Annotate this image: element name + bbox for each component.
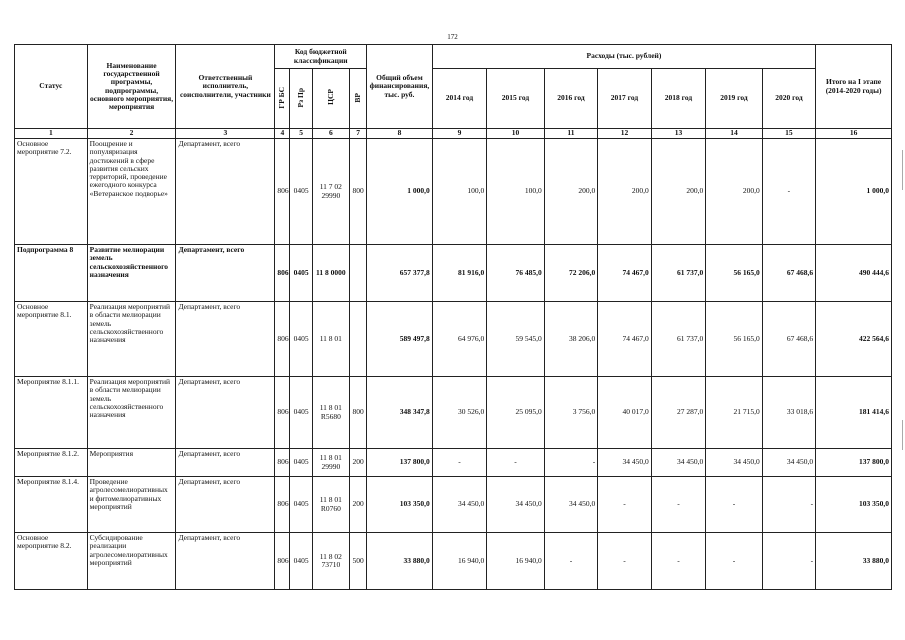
column-number: 5: [290, 129, 312, 139]
row-year-value: 200,0: [544, 139, 597, 245]
column-number: 2: [87, 129, 176, 139]
budget-table: [14, 44, 892, 590]
row-year-value: 34 450,0: [706, 449, 763, 477]
row-status: Основное мероприятие 8.2.: [15, 533, 88, 590]
header-year: 2020 год: [762, 69, 815, 129]
row-status: Основное мероприятие 8.1.: [15, 302, 88, 377]
row-rzpr: 0405: [290, 377, 312, 449]
row-stage-total: 181 414,6: [816, 377, 892, 449]
row-year-value: -: [651, 533, 705, 590]
row-executor: Департамент, всего: [176, 533, 275, 590]
row-year-value: -: [762, 139, 815, 245]
row-year-value: 72 206,0: [544, 245, 597, 302]
header-executor: Ответственный исполнитель, соисполнители, участники: [176, 45, 275, 129]
header-status: Статус: [15, 45, 88, 129]
row-name: Развитие мелиорации земель сельскохозяйственного назначения: [87, 245, 176, 302]
row-vr: 200: [349, 449, 366, 477]
row-name: Поощрение и популяризация достижений в сфере развития сельских территорий, проведение ежегодного конкурса «Ветеранское подворье»: [87, 139, 176, 245]
header-year: 2019 год: [706, 69, 763, 129]
row-executor: Департамент, всего: [176, 139, 275, 245]
row-year-value: 200,0: [706, 139, 763, 245]
row-year-value: 25 095,0: [487, 377, 545, 449]
column-number: 8: [367, 129, 433, 139]
row-rzpr: 0405: [290, 245, 312, 302]
row-year-value: 30 526,0: [432, 377, 486, 449]
row-year-value: -: [487, 449, 545, 477]
row-year-value: 33 018,6: [762, 377, 815, 449]
row-csr: 11 8 01: [312, 302, 349, 377]
row-name: Реализация мероприятий в области мелиорации земель сельскохозяйственного назначения: [87, 377, 176, 449]
row-year-value: 61 737,0: [651, 302, 705, 377]
row-total: 657 377,8: [367, 245, 433, 302]
header-csr: [312, 69, 349, 129]
row-year-value: 16 940,0: [487, 533, 545, 590]
page-number: 172: [447, 33, 458, 41]
row-executor: Департамент, всего: [176, 245, 275, 302]
table-row: [15, 449, 892, 477]
header-grbs-label: ГР БС: [277, 86, 287, 109]
row-vr: 800: [349, 139, 366, 245]
row-year-value: 34 450,0: [544, 477, 597, 533]
row-csr: 11 8 01 R0760: [312, 477, 349, 533]
row-year-value: -: [432, 449, 486, 477]
row-executor: Департамент, всего: [176, 302, 275, 377]
table-row: [15, 302, 892, 377]
row-year-value: -: [706, 533, 763, 590]
row-total: 137 800,0: [367, 449, 433, 477]
table-row: [15, 377, 892, 449]
row-year-value: 34 450,0: [762, 449, 815, 477]
row-year-value: 100,0: [487, 139, 545, 245]
row-csr: 11 8 01 29990: [312, 449, 349, 477]
scan-edge-mark: [902, 420, 903, 450]
row-year-value: 200,0: [651, 139, 705, 245]
row-name: Проведение агролесомелиоративных и фитомелиоративных мероприятий: [87, 477, 176, 533]
row-year-value: 100,0: [432, 139, 486, 245]
row-year-value: -: [598, 477, 651, 533]
header-name: Наименование государственной программы, подпрограммы, основного мероприятия, мероприятия: [87, 45, 176, 129]
header-budget-code: Код бюджетной классификации: [275, 45, 367, 69]
header-vr: [349, 69, 366, 129]
row-status: Мероприятие 8.1.1.: [15, 377, 88, 449]
row-vr: [349, 245, 366, 302]
header-vr-label: ВР: [352, 92, 362, 103]
row-executor: Департамент, всего: [176, 477, 275, 533]
column-number: 6: [312, 129, 349, 139]
column-number: 9: [432, 129, 486, 139]
row-year-value: 3 756,0: [544, 377, 597, 449]
column-number: 12: [598, 129, 651, 139]
row-stage-total: 490 444,6: [816, 245, 892, 302]
row-vr: 800: [349, 377, 366, 449]
row-stage-total: 137 800,0: [816, 449, 892, 477]
header-year: 2016 год: [544, 69, 597, 129]
row-year-value: 74 467,0: [598, 302, 651, 377]
table-row: [15, 477, 892, 533]
header-year: 2014 год: [432, 69, 486, 129]
row-stage-total: 422 564,6: [816, 302, 892, 377]
row-year-value: -: [598, 533, 651, 590]
header-grbs: [275, 69, 290, 129]
row-year-value: 76 485,0: [487, 245, 545, 302]
row-status: Мероприятие 8.1.2.: [15, 449, 88, 477]
row-year-value: 34 450,0: [432, 477, 486, 533]
row-total: 1 000,0: [367, 139, 433, 245]
row-status: Мероприятие 8.1.4.: [15, 477, 88, 533]
header-year: 2017 год: [598, 69, 651, 129]
row-vr: 200: [349, 477, 366, 533]
header-rzpr: [290, 69, 312, 129]
row-name: Реализация мероприятий в области мелиорации земель сельскохозяйственного назначения: [87, 302, 176, 377]
row-vr: [349, 302, 366, 377]
row-year-value: 34 450,0: [598, 449, 651, 477]
row-year-value: 81 916,0: [432, 245, 486, 302]
column-number: 3: [176, 129, 275, 139]
row-csr: 11 7 02 29990: [312, 139, 349, 245]
column-number: 7: [349, 129, 366, 139]
row-grbs: 806: [275, 449, 290, 477]
row-stage-total: 103 350,0: [816, 477, 892, 533]
row-year-value: 27 287,0: [651, 377, 705, 449]
row-vr: 500: [349, 533, 366, 590]
row-stage-total: 33 880,0: [816, 533, 892, 590]
row-total: 589 497,8: [367, 302, 433, 377]
header-csr-label: ЦСР: [325, 89, 335, 106]
row-total: 348 347,8: [367, 377, 433, 449]
header-total-volume: Общий объем финансирования, тыс. руб.: [367, 45, 433, 129]
row-year-value: 200,0: [598, 139, 651, 245]
row-rzpr: 0405: [290, 533, 312, 590]
row-rzpr: 0405: [290, 449, 312, 477]
row-rzpr: 0405: [290, 139, 312, 245]
row-executor: Департамент, всего: [176, 449, 275, 477]
row-year-value: -: [762, 533, 815, 590]
row-year-value: 56 165,0: [706, 302, 763, 377]
row-year-value: 16 940,0: [432, 533, 486, 590]
row-year-value: 67 468,6: [762, 302, 815, 377]
column-numbers-row: [15, 129, 892, 139]
row-grbs: 806: [275, 377, 290, 449]
row-year-value: 59 545,0: [487, 302, 545, 377]
row-csr: 11 8 01 R5680: [312, 377, 349, 449]
header-stage-total: Итого на I этапе (2014-2020 годы): [816, 45, 892, 129]
row-stage-total: 1 000,0: [816, 139, 892, 245]
row-total: 33 880,0: [367, 533, 433, 590]
column-number: 1: [15, 129, 88, 139]
row-year-value: 56 165,0: [706, 245, 763, 302]
row-year-value: 61 737,0: [651, 245, 705, 302]
row-grbs: 806: [275, 533, 290, 590]
column-number: 14: [706, 129, 763, 139]
row-year-value: 38 206,0: [544, 302, 597, 377]
row-rzpr: 0405: [290, 477, 312, 533]
row-year-value: -: [706, 477, 763, 533]
row-year-value: 67 468,6: [762, 245, 815, 302]
row-year-value: 64 976,0: [432, 302, 486, 377]
row-year-value: 40 017,0: [598, 377, 651, 449]
header-rzpr-label: Рз Пр: [295, 87, 305, 108]
row-status: Подпрограмма 8: [15, 245, 88, 302]
row-year-value: 21 715,0: [706, 377, 763, 449]
column-number: 4: [275, 129, 290, 139]
row-grbs: 806: [275, 302, 290, 377]
column-number: 11: [544, 129, 597, 139]
table-row: [15, 533, 892, 590]
row-status: Основное мероприятие 7.2.: [15, 139, 88, 245]
column-number: 10: [487, 129, 545, 139]
row-grbs: 806: [275, 139, 290, 245]
row-year-value: -: [544, 449, 597, 477]
row-name: Субсидирование реализации агролесомелиоративных мероприятий: [87, 533, 176, 590]
row-year-value: -: [762, 477, 815, 533]
row-name: Мероприятия: [87, 449, 176, 477]
header-year: 2018 год: [651, 69, 705, 129]
row-total: 103 350,0: [367, 477, 433, 533]
row-year-value: -: [651, 477, 705, 533]
column-number: 13: [651, 129, 705, 139]
header-expenses: Расходы (тыс. рублей): [432, 45, 815, 69]
row-year-value: 34 450,0: [651, 449, 705, 477]
table-row: [15, 245, 892, 302]
table-row: [15, 139, 892, 245]
row-grbs: 806: [275, 245, 290, 302]
row-grbs: 806: [275, 477, 290, 533]
column-number: 16: [816, 129, 892, 139]
header-year: 2015 год: [487, 69, 545, 129]
column-number: 15: [762, 129, 815, 139]
row-year-value: 74 467,0: [598, 245, 651, 302]
row-csr: 11 8 0000: [312, 245, 349, 302]
row-year-value: 34 450,0: [487, 477, 545, 533]
row-rzpr: 0405: [290, 302, 312, 377]
row-executor: Департамент, всего: [176, 377, 275, 449]
scan-edge-mark: [902, 150, 903, 190]
row-year-value: -: [544, 533, 597, 590]
row-csr: 11 8 02 73710: [312, 533, 349, 590]
